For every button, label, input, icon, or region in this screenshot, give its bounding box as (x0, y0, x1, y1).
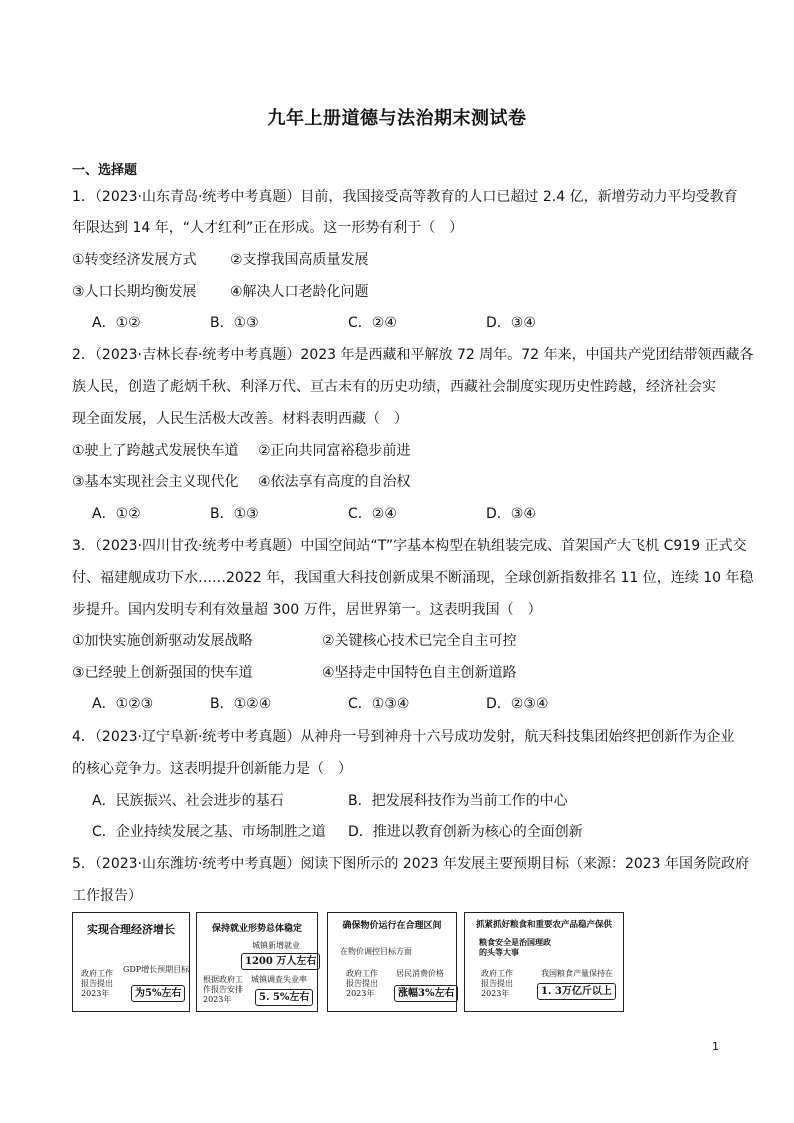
section-heading: 一、选择题 (72, 163, 138, 178)
page-number: 1 (712, 1040, 719, 1053)
panel-heading: 实现合理经济增长 (87, 923, 175, 936)
q1-choice-c[interactable]: C．②④ (348, 315, 397, 331)
q4-choice-a[interactable]: A．民族振兴、社会进步的基石 (92, 793, 284, 809)
q2-option-1: ①驶上了跨越式发展快车道 (72, 443, 239, 459)
panel-prices (327, 912, 457, 1012)
q3-option-3: ③已经驶上创新强国的快车道 (72, 665, 253, 681)
panel-heading: 抓紧抓好粮食和重要农产品稳产保供 (475, 920, 612, 930)
q3-option-1: ①加快实施创新驱动发展战略 (72, 633, 253, 649)
panel-value-1: 1200 万人左右 (241, 953, 320, 970)
q1-option-2: ②支撑我国高质量发展 (230, 252, 369, 268)
panel-label: 居民消费价格 (396, 969, 444, 978)
panel-label-2: 城镇调查失业率 (251, 975, 307, 984)
q3-option-2: ②关键核心技术已完全自主可控 (322, 633, 517, 649)
q2-option-3: ③基本实现社会主义现代化 (72, 474, 239, 490)
panel-sub: 在物价调控目标方面 (340, 947, 412, 956)
panel-left-text: 根据政府工 作报告安排 2023年 (203, 975, 243, 1004)
panel-heading: 保持就业形势总体稳定 (211, 924, 302, 934)
panel-value: 1. 3万亿斤以上 (537, 983, 616, 1000)
q4-line-1: 4．（2023·辽宁阜新·统考中考真题）从神舟一号到神舟十六号成功发射，航天科技集团始终把创新作为企业 (72, 729, 735, 745)
q5-line-2: 工作报告） (72, 888, 142, 904)
q2-choice-d[interactable]: D．③④ (486, 506, 536, 522)
q5-line-1: 5．（2023·山东潍坊·统考中考真题）阅读下图所示的 2023 年发展主要预期目标（来源：2023 年国务院政府 (72, 856, 750, 872)
q1-line-2: 年限达到 14 年，“人才红利”正在形成。这一形势有利于（ ） (72, 220, 464, 236)
q2-option-2: ②正向共同富裕稳步前进 (258, 443, 411, 459)
q1-choice-b[interactable]: B．①③ (210, 315, 259, 331)
q2-line-1: 2．（2023·吉林长春·统考中考真题）2023 年是西藏和平解放 72 周年。72 年来，中国共产党团结带领西藏各 (72, 347, 754, 363)
q3-choice-c[interactable]: C．①③④ (348, 696, 410, 712)
q4-line-2: 的核心竞争力。这表明提升创新能力是（ ） (72, 761, 352, 777)
q4-choice-b[interactable]: B．把发展科技作为当前工作的中心 (348, 793, 568, 809)
q3-line-3: 步提升。国内发明专利有效量超 300 万件，居世界第一。这表明我国（ ） (72, 602, 542, 618)
panel-left-text: 政府工作 报告提出 2023年 (481, 969, 513, 998)
q2-option-4: ④依法享有高度的自治权 (258, 474, 411, 490)
panel-left-text: 政府工作 报告提出 2023年 (81, 969, 113, 998)
q1-option-3: ③人口长期均衡发展 (72, 284, 197, 300)
q1-choice-a[interactable]: A．①② (92, 315, 141, 331)
q2-choice-c[interactable]: C．②④ (348, 506, 397, 522)
panel-value: 涨幅3%左右 (394, 985, 458, 1002)
q4-choice-d[interactable]: D．推进以教育创新为核心的全面创新 (348, 824, 583, 840)
panel-sub: 粮食安全是治国理政 的头等大事 (479, 937, 551, 957)
q3-line-2: 付、福建舰成功下水……2022 年，我国重大科技创新成果不断涌现，全球创新指数排名 11 位，连续 10 年稳 (72, 570, 754, 586)
panel-label: 我国粮食产量保持在 (541, 969, 613, 978)
q1-line-1: 1．（2023·山东青岛·统考中考真题）目前，我国接受高等教育的人口已超过 2.4 亿，新增劳动力平均受教育 (72, 189, 738, 205)
q3-line-1: 3．（2023·四川甘孜·统考中考真题）中国空间站“T”字基本构型在轨组装完成、首架国产大飞机 C919 正式交 (72, 538, 747, 554)
q2-line-3: 现全面发展，人民生活极大改善。材料表明西藏（ ） (72, 411, 408, 427)
panel-value: 为5%左右 (131, 985, 185, 1002)
panel-employment (196, 912, 318, 1012)
q4-choice-c[interactable]: C．企业持续发展之基、市场制胜之道 (92, 824, 326, 840)
q1-option-4: ④解决人口老龄化问题 (230, 284, 369, 300)
q3-option-4: ④坚持走中国特色自主创新道路 (322, 665, 517, 681)
panel-economic-growth (72, 912, 190, 1012)
panel-label: GDP增长预期目标 (123, 965, 190, 974)
page-title: 九年上册道德与法治期末测试卷 (267, 108, 527, 129)
panel-heading: 确保物价运行在合理区间 (342, 921, 442, 931)
q2-choice-a[interactable]: A．①② (92, 506, 141, 522)
q3-choice-a[interactable]: A．①②③ (92, 696, 154, 712)
panel-value-2: 5. 5%左右 (255, 989, 313, 1006)
panel-left-text: 政府工作 报告提出 2023年 (346, 969, 378, 998)
q3-choice-d[interactable]: D．②③④ (486, 696, 549, 712)
q2-line-2: 族人民，创造了彪炳千秋、利泽万代、亘古未有的历史功绩，西藏社会制度实现历史性跨越，经济社会实 (72, 379, 716, 395)
q1-choice-d[interactable]: D．③④ (486, 315, 536, 331)
q3-choice-b[interactable]: B．①②④ (210, 696, 272, 712)
panel-label-1: 城镇新增就业 (252, 941, 300, 950)
q1-option-1: ①转变经济发展方式 (72, 252, 197, 268)
panel-grain (464, 912, 624, 1012)
q2-choice-b[interactable]: B．①③ (210, 506, 259, 522)
